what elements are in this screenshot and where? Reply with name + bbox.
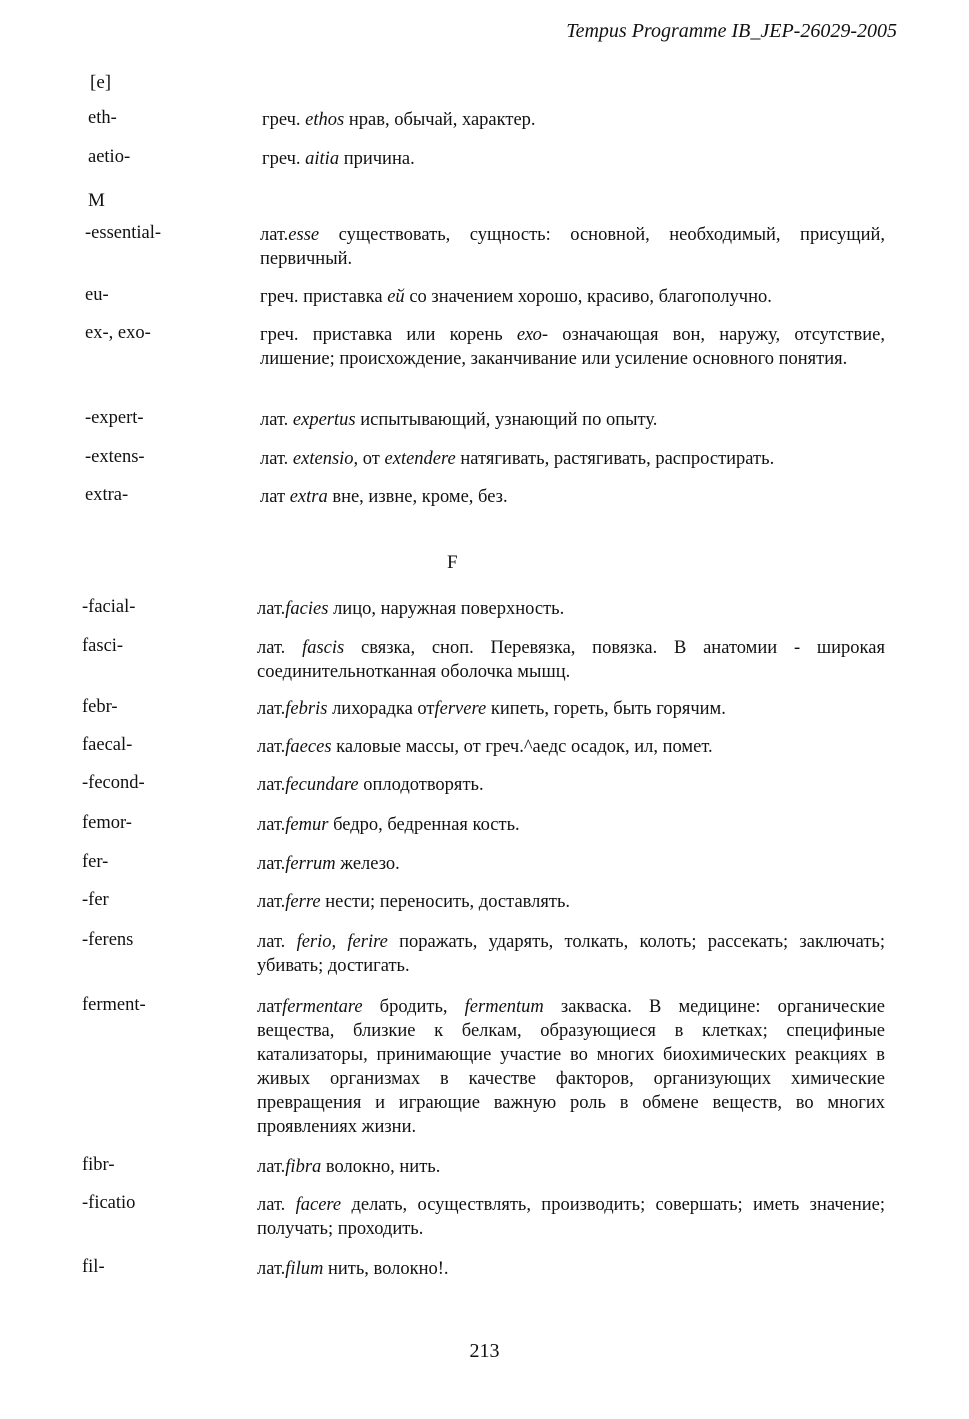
definition-italic-word: fibra	[285, 1157, 322, 1177]
definition-text: лат.	[257, 1259, 286, 1279]
entry-definition	[257, 852, 885, 876]
definition-text: лат.	[257, 1195, 296, 1215]
definition-text: лат.	[257, 737, 286, 757]
definition-text: существовать, сущность: основной, необходимый, присущий, первичный.	[260, 225, 885, 269]
definition-italic-word: extendere	[384, 449, 456, 469]
definition-text: кипеть, гореть, быть горячим.	[486, 699, 726, 719]
definition-italic-word: expertus	[292, 410, 356, 430]
definition-italic-word: extensio	[292, 449, 354, 469]
definition-italic-word: fervere	[434, 699, 487, 719]
definition-text: натягивать, растягивать, распростирать.	[455, 449, 775, 469]
entry-term: -extens-	[85, 447, 145, 467]
entry-definition	[262, 108, 885, 132]
entry-term: febr-	[82, 697, 118, 717]
entry-definition	[260, 223, 885, 271]
entry-term: extra-	[85, 485, 129, 505]
entry-term: faecal-	[82, 735, 133, 755]
definition-italic-word: aitia	[305, 149, 340, 169]
definition-text: волокно, нить.	[321, 1157, 441, 1177]
definition-text: закваска. В медицине: органические вещества, близкие к белкам, образующиеся в клетках; специфиные катализаторы, принимающие участие во многих биохимических реакциях в живых организмах в качестве факторов, организующих химические превращения и играющие важную роль в обмене веществ, во многих проявлениях жизни.	[257, 997, 886, 1137]
entry-term: aetio-	[88, 147, 131, 167]
definition-text: лат.	[257, 854, 286, 874]
definition-text: нрав, обычай, характер.	[344, 110, 536, 130]
definition-text: лат.	[260, 410, 293, 430]
definition-italic-word: ferio, ferire	[296, 932, 388, 952]
definition-text: лат.	[260, 225, 289, 245]
definition-text: , от	[353, 449, 385, 469]
page-number: 213	[469, 1340, 500, 1362]
definition-text: греч.	[262, 149, 306, 169]
definition-italic-word: facies	[285, 599, 329, 619]
definition-italic-word: esse	[288, 225, 320, 245]
definition-text: причина.	[339, 149, 415, 169]
definition-italic-word: filum	[285, 1259, 324, 1279]
entry-definition	[257, 597, 885, 621]
entry-definition	[257, 1193, 885, 1241]
definition-text: лат.	[257, 775, 286, 795]
entry-definition	[257, 636, 885, 684]
definition-text: нить, волокно!.	[323, 1259, 449, 1279]
entry-definition	[260, 447, 885, 471]
entry-definition	[257, 735, 885, 759]
definition-text: означающая вон, наружу, отсутствие, лишение; происхождение, заканчивание или усиление основного понятия.	[260, 325, 885, 369]
entry-term: -ficatio	[82, 1193, 136, 1213]
definition-text: лат.	[257, 638, 303, 658]
section-label-m: M	[88, 190, 105, 211]
definition-text: греч. приставка	[260, 287, 388, 307]
entry-term: -expert-	[85, 408, 144, 428]
definition-text: лат	[257, 997, 283, 1017]
definition-italic-word: faeces	[285, 737, 332, 757]
definition-italic-word: ferre	[285, 892, 321, 912]
entry-definition	[257, 930, 885, 978]
definition-text: бедро, бедренная кость.	[328, 815, 520, 835]
definition-text: греч. приставка или корень	[260, 325, 517, 345]
definition-italic-word: facere	[295, 1195, 342, 1215]
entry-term: fil-	[82, 1257, 105, 1277]
definition-text: лат.	[257, 815, 286, 835]
definition-text: лат	[260, 487, 290, 507]
definition-italic-word: ехо-	[516, 325, 549, 345]
definition-italic-word: extra	[289, 487, 328, 507]
definition-text: лат.	[260, 449, 293, 469]
definition-text: лат.	[257, 892, 286, 912]
definition-text: делать, осуществлять, производить; совершать; иметь значение; получать; проходить.	[257, 1195, 885, 1239]
entry-definition	[257, 697, 885, 721]
definition-text: лат.	[257, 1157, 286, 1177]
entry-definition	[257, 890, 885, 914]
section-label-f: F	[447, 552, 458, 573]
definition-text: лат.	[257, 699, 286, 719]
entry-definition	[260, 408, 885, 432]
definition-text: со значением хорошо, красиво, благополучно.	[404, 287, 772, 307]
definition-text: испытывающий, узнающий по опыту.	[355, 410, 658, 430]
entry-definition	[257, 773, 885, 797]
entry-definition	[257, 1155, 885, 1179]
definition-italic-word: fermentare	[282, 997, 363, 1017]
entry-term: -facial-	[82, 597, 136, 617]
definition-text: вне, извне, кроме, без.	[327, 487, 508, 507]
entry-term: -fecond-	[82, 773, 145, 793]
entry-definition	[260, 285, 885, 309]
entry-term: ex-, exo-	[85, 323, 151, 343]
definition-text: каловые массы, от греч.^аедс осадок, ил, помет.	[331, 737, 713, 757]
definition-italic-word: ferrum	[285, 854, 336, 874]
entry-term: -ferens	[82, 930, 134, 950]
entry-definition	[262, 147, 885, 171]
definition-italic-word: fermentum	[464, 997, 544, 1017]
section-label-e: [e]	[90, 72, 112, 93]
entry-term: femor-	[82, 813, 132, 833]
definition-text: железо.	[335, 854, 400, 874]
entry-term: fibr-	[82, 1155, 115, 1175]
definition-italic-word: ethos	[305, 110, 345, 130]
entry-definition	[257, 995, 885, 1139]
definition-italic-word: femur	[285, 815, 329, 835]
entry-term: eth-	[88, 108, 117, 128]
definition-text: связка, сноп. Перевязка, повязка. В анатомии - широкая соединительнотканная оболочка мышц.	[257, 638, 885, 682]
entry-term: eu-	[85, 285, 109, 305]
running-header: Tempus Programme IB_JEP-26029-2005	[566, 20, 897, 42]
entry-term: fasci-	[82, 636, 124, 656]
definition-text: лат.	[257, 599, 286, 619]
definition-italic-word: fascis	[302, 638, 345, 658]
definition-text: оплодотворять.	[358, 775, 484, 795]
entry-definition	[257, 813, 885, 837]
entry-definition	[257, 1257, 885, 1281]
definition-text: бродить,	[362, 997, 465, 1017]
definition-text: лихорадка от	[327, 699, 435, 719]
entry-definition	[260, 323, 885, 371]
definition-text: поражать, ударять, толкать, колоть; рассекать; заключать; убивать; достигать.	[257, 932, 885, 976]
entry-definition	[260, 485, 885, 509]
entry-term: ferment-	[82, 995, 146, 1015]
definition-text: нести; переносить, доставлять.	[320, 892, 571, 912]
definition-italic-word: febris	[285, 699, 328, 719]
entry-term: fer-	[82, 852, 109, 872]
definition-text: лицо, наружная поверхность.	[328, 599, 565, 619]
entry-term: -fer	[82, 890, 109, 910]
definition-text: греч.	[262, 110, 306, 130]
definition-italic-word: fecundare	[285, 775, 359, 795]
definition-text: лат.	[257, 932, 297, 952]
entry-term: -essential-	[85, 223, 162, 243]
definition-italic-word: ей	[387, 287, 405, 307]
